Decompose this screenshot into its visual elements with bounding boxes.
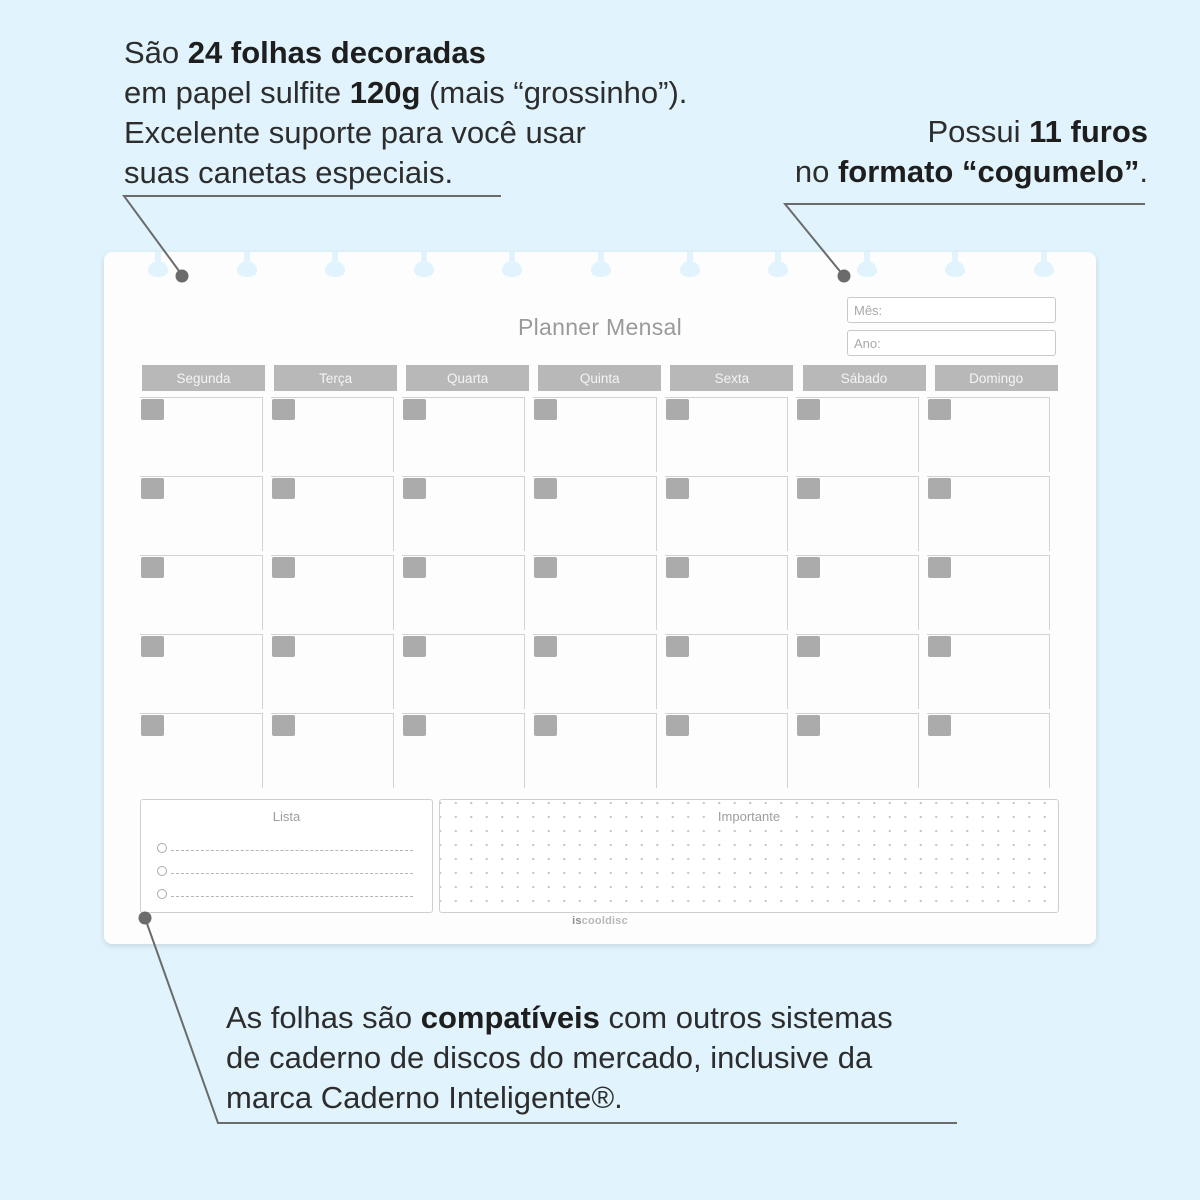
day-cell[interactable] [402, 397, 525, 472]
day-number-tab [666, 478, 689, 499]
day-number-tab [534, 557, 557, 578]
disc-hole [322, 252, 348, 278]
checkbox-circle-icon[interactable] [157, 889, 167, 899]
day-number-tab [141, 557, 164, 578]
day-cell[interactable] [927, 555, 1050, 630]
day-cell[interactable] [402, 476, 525, 551]
day-cell[interactable] [796, 476, 919, 551]
day-number-tab [141, 636, 164, 657]
weekday-header: Sábado [803, 365, 926, 391]
callout-line [628, 112, 1148, 152]
day-number-tab [272, 399, 295, 420]
text-bold: 24 folhas decoradas [187, 35, 486, 70]
brand-logo-a: is [572, 915, 582, 927]
day-number-tab [534, 478, 557, 499]
day-cell[interactable] [533, 397, 656, 472]
checkbox-circle-icon[interactable] [157, 866, 167, 876]
weekday-header: Domingo [935, 365, 1058, 391]
day-cell[interactable] [796, 397, 919, 472]
disc-hole [145, 252, 171, 278]
day-cell[interactable] [402, 555, 525, 630]
list-row[interactable] [157, 865, 413, 879]
callout-line [124, 33, 764, 73]
day-cell[interactable] [533, 634, 656, 709]
day-cell[interactable] [796, 713, 919, 788]
callout-line [226, 998, 986, 1038]
day-number-tab [666, 399, 689, 420]
day-cell[interactable] [927, 397, 1050, 472]
text: com outros sistemas [599, 1000, 893, 1035]
day-cell[interactable] [140, 713, 263, 788]
callout-holes-info [628, 112, 1148, 192]
callout-line: Excelente suporte para você usar [124, 115, 586, 150]
calendar-grid [140, 397, 1058, 792]
day-cell[interactable] [796, 634, 919, 709]
day-cell[interactable] [665, 476, 788, 551]
important-title [440, 809, 1058, 824]
callout-line [124, 73, 764, 113]
weekday-header: Segunda [142, 365, 265, 391]
day-number-tab [666, 557, 689, 578]
day-number-tab [272, 478, 295, 499]
callout-line: suas canetas especiais. [124, 155, 454, 190]
text: . [1139, 154, 1148, 189]
day-cell[interactable] [665, 397, 788, 472]
day-cell[interactable] [533, 555, 656, 630]
day-cell[interactable] [402, 634, 525, 709]
day-number-tab [928, 478, 951, 499]
day-cell[interactable] [271, 555, 394, 630]
disc-hole [499, 252, 525, 278]
disc-hole [588, 252, 614, 278]
important-box [439, 799, 1059, 913]
list-row[interactable] [157, 842, 413, 856]
text-bold: compatíveis [420, 1000, 600, 1035]
day-cell[interactable] [140, 476, 263, 551]
disc-hole [1031, 252, 1057, 278]
day-number-tab [666, 715, 689, 736]
disc-hole [854, 252, 880, 278]
text: Possui [927, 114, 1030, 149]
list-row[interactable] [157, 888, 413, 902]
weekday-header: Quinta [538, 365, 661, 391]
disc-hole [234, 252, 260, 278]
day-cell[interactable] [533, 713, 656, 788]
day-cell[interactable] [271, 713, 394, 788]
list-box [140, 799, 433, 913]
planner-title: Planner Mensal [517, 314, 682, 340]
text: em papel sulfite [124, 75, 350, 110]
text: no [794, 154, 838, 189]
day-number-tab [272, 636, 295, 657]
weekday-header: Sexta [670, 365, 793, 391]
day-number-tab [797, 715, 820, 736]
day-number-tab [797, 399, 820, 420]
day-number-tab [141, 399, 164, 420]
day-number-tab [534, 715, 557, 736]
dashed-line [171, 873, 413, 874]
text: São [124, 35, 188, 70]
day-cell[interactable] [140, 397, 263, 472]
dashed-line [171, 850, 413, 851]
brand-logo-b: cooldisc [581, 915, 628, 927]
day-cell[interactable] [271, 397, 394, 472]
callout-compatibility-info [226, 998, 986, 1118]
text-bold: formato “cogumelo” [837, 154, 1140, 189]
day-number-tab [272, 557, 295, 578]
disc-hole [411, 252, 437, 278]
day-cell[interactable] [533, 476, 656, 551]
disc-hole [765, 252, 791, 278]
day-number-tab [928, 715, 951, 736]
callout-line: de caderno de discos do mercado, inclusive da [226, 1040, 873, 1075]
day-number-tab [141, 478, 164, 499]
checkbox-circle-icon[interactable] [157, 843, 167, 853]
important-title-text: Importante [714, 809, 784, 824]
planner-sheet [104, 252, 1096, 944]
day-number-tab [534, 636, 557, 657]
day-number-tab [928, 399, 951, 420]
callout-line [628, 152, 1148, 192]
day-number-tab [797, 478, 820, 499]
callout-line: marca Caderno Inteligente®. [226, 1080, 623, 1115]
day-number-tab [403, 399, 426, 420]
day-cell[interactable] [665, 555, 788, 630]
day-number-tab [403, 478, 426, 499]
list-title: Lista [272, 809, 301, 824]
day-number-tab [797, 636, 820, 657]
text-bold: 11 furos [1029, 114, 1148, 149]
day-number-tab [534, 399, 557, 420]
year-field[interactable]: Ano: [847, 330, 1056, 356]
disc-hole [942, 252, 968, 278]
day-cell[interactable] [927, 713, 1050, 788]
day-cell[interactable] [271, 634, 394, 709]
day-cell[interactable] [271, 476, 394, 551]
day-number-tab [141, 715, 164, 736]
day-number-tab [272, 715, 295, 736]
day-number-tab [403, 636, 426, 657]
dashed-line [171, 896, 413, 897]
day-cell[interactable] [665, 713, 788, 788]
day-number-tab [928, 557, 951, 578]
text-bold: 120g [349, 75, 421, 110]
day-number-tab [403, 715, 426, 736]
weekday-header: Quarta [406, 365, 529, 391]
text: (mais “grossinho”). [420, 75, 688, 110]
disc-hole [677, 252, 703, 278]
day-cell[interactable] [402, 713, 525, 788]
day-cell[interactable] [927, 634, 1050, 709]
day-number-tab [797, 557, 820, 578]
day-cell[interactable] [140, 555, 263, 630]
day-number-tab [403, 557, 426, 578]
day-cell[interactable] [796, 555, 919, 630]
day-cell[interactable] [927, 476, 1050, 551]
day-number-tab [666, 636, 689, 657]
day-cell[interactable] [140, 634, 263, 709]
brand-logo [104, 915, 1096, 927]
day-cell[interactable] [665, 634, 788, 709]
month-field[interactable]: Mês: [847, 297, 1056, 323]
weekday-header: Terça [274, 365, 397, 391]
text: As folhas são [226, 1000, 421, 1035]
day-number-tab [928, 636, 951, 657]
